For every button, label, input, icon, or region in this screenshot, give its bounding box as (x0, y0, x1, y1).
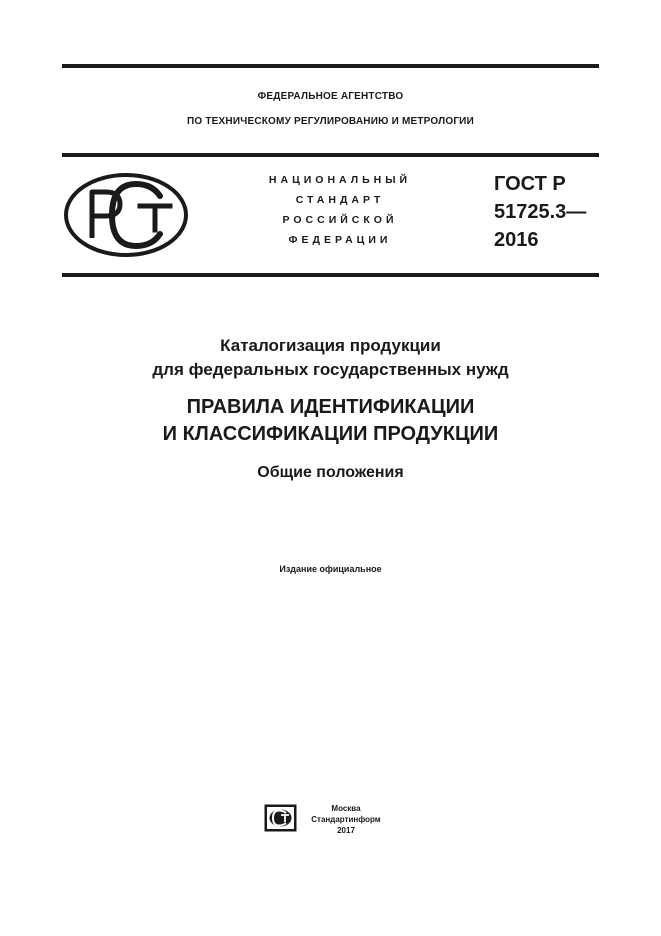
subtitle: Общие положения (257, 464, 404, 481)
edition-label: Издание официальное (279, 564, 382, 574)
standard-type-line-3: РОССИЙСКОЙ (282, 214, 398, 226)
publisher-name: Стандартинформ (311, 815, 381, 824)
publisher-city: Москва (331, 804, 361, 813)
gost-r-logo-icon (62, 170, 192, 260)
top-rule (62, 64, 599, 68)
standard-type-line-2: СТАНДАРТ (295, 194, 385, 206)
title-line-2: для федеральных государственных нужд (152, 360, 509, 379)
title-line-1: Каталогизация продукции (220, 336, 441, 355)
designation-line-1: ГОСТ Р (494, 173, 566, 195)
main-title-line-1: ПРАВИЛА ИДЕНТИФИКАЦИИ (186, 396, 475, 418)
standard-type-line-4: ФЕДЕРАЦИИ (288, 234, 392, 246)
main-title-line-2: И КЛАССИФИКАЦИИ ПРОДУКЦИИ (162, 423, 499, 445)
standard-type-line-1: НАЦИОНАЛЬНЫЙ (268, 174, 412, 186)
designation-line-2: 51725.3— (494, 201, 587, 223)
header-top-rule (62, 153, 599, 157)
agency-line-1: ФЕДЕРАЛЬНОЕ АГЕНТСТВО (257, 91, 404, 102)
publisher-logo-icon (264, 804, 297, 832)
agency-line-2: ПО ТЕХНИЧЕСКОМУ РЕГУЛИРОВАНИЮ И МЕТРОЛОГИИ (187, 116, 474, 127)
designation-line-3: 2016 (494, 229, 539, 251)
publisher-year: 2017 (337, 826, 355, 835)
header-bottom-rule (62, 273, 599, 277)
